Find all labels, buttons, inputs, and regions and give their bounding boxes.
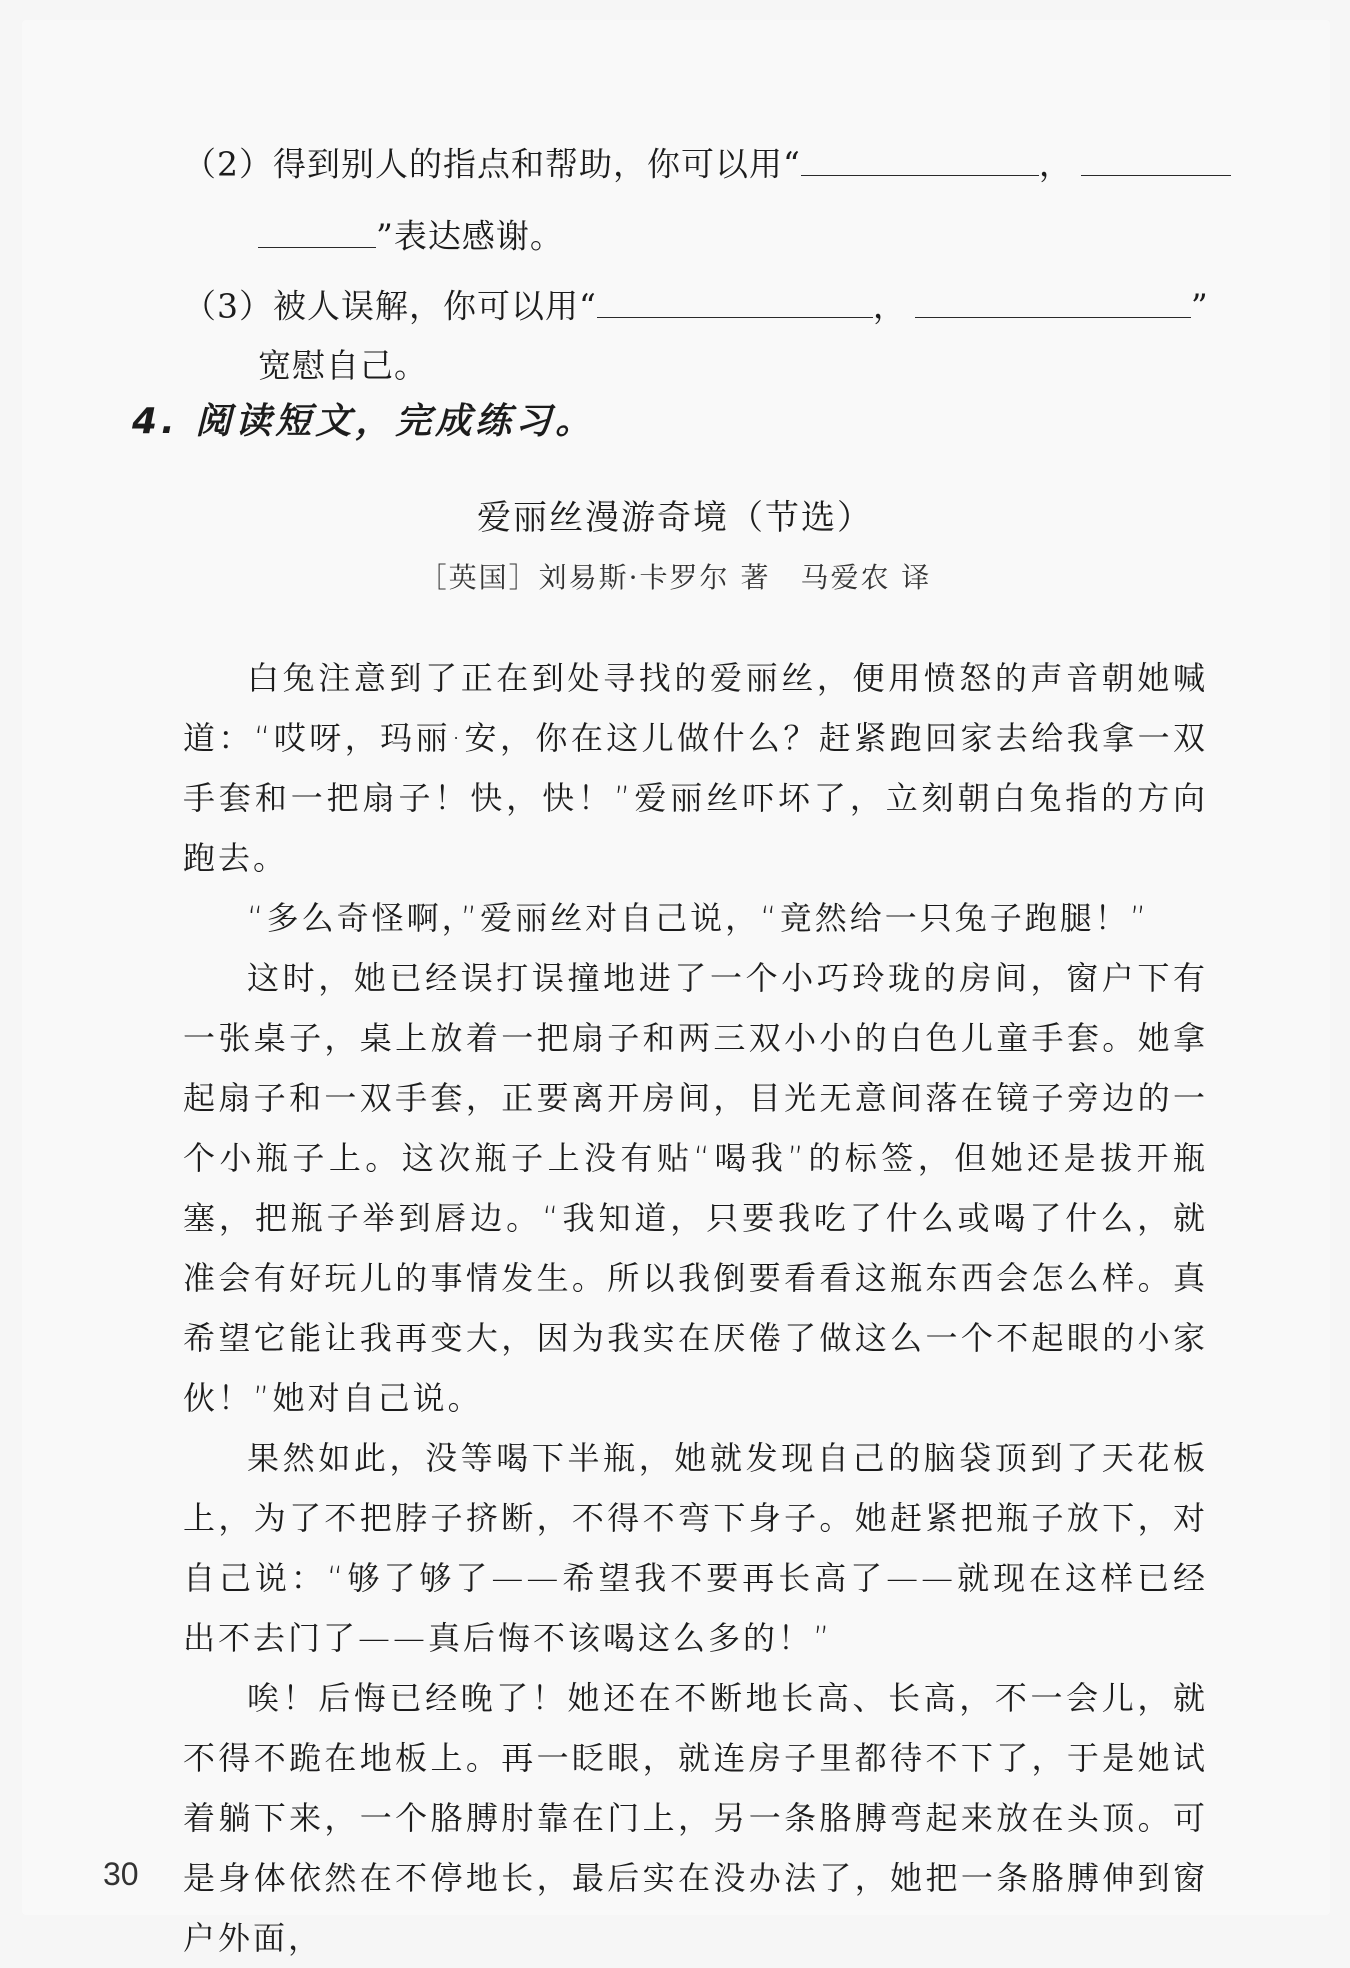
question-2-prefix: （2）得到别人的指点和帮助，你可以用“ [183, 144, 801, 184]
question-3-comma: ， [872, 286, 907, 326]
question-3-prefix: （3）被人误解，你可以用“ [183, 286, 597, 326]
story-paragraph: 这时，她已经误打误撞地进了一个小巧玲珑的房间，窗户下有一张桌子，桌上放着一把扇子和两三双小小的白色儿童手套。她拿起扇子和一双手套，正要离开房间，目光无意间落在镜子旁边的一个小瓶子上。这次瓶子上没有贴“喝我”的标签，但她还是拔开瓶塞，把瓶子举到唇边。“我知道，只要我吃了什么或喝了什么，就准会有好玩儿的事情发生。所以我倒要看看这瓶东西会怎么样。真希望它能让我再变大，因为我实在厌倦了做这么一个不起眼的小家伙！”她对自己说。 [183, 959, 1208, 1417]
question-2 [183, 140, 1231, 185]
story-body [183, 648, 1208, 1968]
section-4-heading: 4. 阅读短文，完成练习。 [132, 401, 596, 442]
question-2-end: ”表达感谢。 [376, 216, 564, 256]
story-paragraph: 唉！后悔已经晚了！她还在不断地长高、长高，不一会儿，就不得不跪在地板上。再一眨眼，就连房子里都待不下了，于是她试着躺下来，一个胳膊肘靠在门上，另一条胳膊弯起来放在头顶。可是身体依然在不停地长，最后实在没办法了，她把一条胳膊伸到窗户外面， [183, 1679, 1208, 1957]
question-3-continuation [258, 346, 428, 386]
answer-blank[interactable] [597, 282, 873, 318]
answer-blank[interactable] [915, 282, 1191, 318]
question-3-end: ” [1190, 286, 1209, 326]
question-3-line2: 宽慰自己。 [258, 346, 428, 385]
story-byline: ［英国］刘易斯·卡罗尔 著 马爱农 译 [418, 561, 932, 594]
question-3 [183, 282, 1209, 327]
story-paragraph: “多么奇怪啊，”爱丽丝对自己说，“竟然给一只兔子跑腿！” [247, 899, 1150, 937]
answer-blank[interactable] [801, 140, 1039, 176]
answer-blank[interactable] [258, 212, 376, 248]
answer-blank[interactable] [1081, 140, 1231, 176]
page-number: 30 [103, 1856, 139, 1892]
question-2-continuation [258, 212, 564, 257]
story-paragraph: 白兔注意到了正在到处寻找的爱丽丝，便用愤怒的声音朝她喊道：“哎呀，玛丽·安，你在这儿做什么？赶紧跑回家去给我拿一双手套和一把扇子！快，快！”爱丽丝吓坏了，立刻朝白兔指的方向跑去。 [183, 659, 1208, 877]
story-title: 爱丽丝漫游奇境（节选） [477, 498, 873, 538]
story-paragraph: 果然如此，没等喝下半瓶，她就发现自己的脑袋顶到了天花板上，为了不把脖子挤断，不得不弯下身子。她赶紧把瓶子放下，对自己说：“够了够了——希望我不要再长高了——就现在这样已经出不去门了——真后悔不该喝这么多的！” [183, 1439, 1208, 1657]
question-2-comma: ， [1038, 144, 1073, 184]
